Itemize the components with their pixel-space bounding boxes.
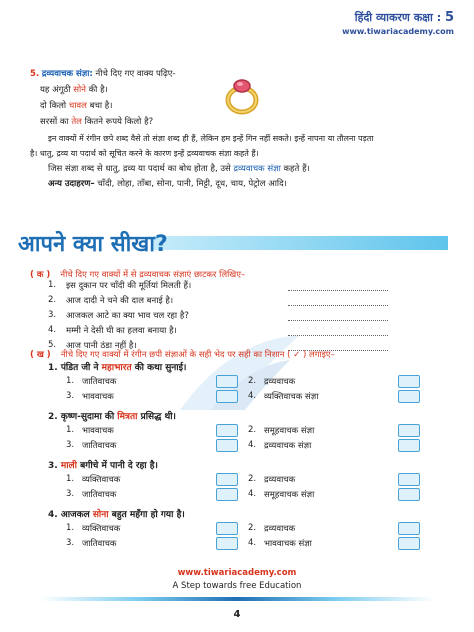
answer-checkbox[interactable] — [216, 473, 238, 486]
answer-checkbox[interactable] — [216, 390, 238, 403]
option-label: द्रव्यवाचक — [264, 524, 296, 534]
option-label: समूहवाचक संज्ञा — [264, 426, 315, 436]
option-label: द्रव्यवाचक — [264, 475, 296, 485]
subquestion-heading: 1. पंडित जी ने महाभारत की कथा सुनाई। — [48, 363, 187, 373]
option-number: 1. — [66, 474, 75, 484]
header-url: www.tiwariacademy.com — [342, 27, 454, 36]
option-label: भाववाचक संज्ञा — [264, 539, 312, 549]
question-ka-heading: ( क ) नीचे दिए गए वाक्यों में से द्रव्यवाचक संज्ञाएं छाटकर लिखिए– — [30, 270, 246, 280]
option-label: व्यक्तिवाचक — [82, 475, 121, 485]
answer-checkbox[interactable] — [398, 375, 420, 388]
section-banner — [8, 228, 448, 258]
subquestion-heading: 3. माली बगीचे में पानी दे रहा है। — [48, 461, 158, 471]
option-number: 4. — [248, 489, 257, 499]
item-number: 4. — [48, 325, 57, 335]
option-label: जातिवाचक — [82, 490, 117, 500]
definition: जिस संज्ञा शब्द से धातु, द्रव्य या पदार्थ का बोध होता है, उसे द्रव्यवाचक संज्ञा कहते हैं। — [48, 164, 310, 174]
answer-line[interactable] — [288, 305, 388, 306]
question-kha-heading: ( ख ) नीचे दिए गए वाक्यों में रंगीन छपी संज्ञाओं के सही भेद पर सही का निशान ( ✓ ) लगाइए– — [30, 350, 335, 360]
page-header — [342, 10, 454, 36]
answer-checkbox[interactable] — [398, 522, 420, 535]
answer-checkbox[interactable] — [216, 488, 238, 501]
option-number: 1. — [66, 376, 75, 386]
example-line-1: यह अंगूठी सोने की है। — [40, 85, 108, 95]
option-number: 4. — [248, 391, 257, 401]
option-number: 2. — [248, 523, 257, 533]
item-number: 2. — [48, 295, 57, 305]
ring-illustration — [222, 76, 262, 120]
option-number: 1. — [66, 425, 75, 435]
example-line-2: दो किलो चावल बचा है। — [40, 101, 113, 111]
answer-checkbox[interactable] — [398, 488, 420, 501]
option-label: समूहवाचक संज्ञा — [264, 490, 315, 500]
option-label: भाववाचक — [82, 392, 114, 402]
answer-checkbox[interactable] — [398, 439, 420, 452]
item-number: 1. — [48, 280, 57, 290]
answer-checkbox[interactable] — [398, 390, 420, 403]
other-examples: अन्य उदाहरण– चाँदी, लोहा, ताँबा, सोना, पानी, मिट्टी, दूध, चाय, पेट्रोल आदि। — [48, 179, 287, 189]
option-label: जातिवाचक — [82, 377, 117, 387]
footer-rule — [40, 597, 434, 601]
item-sentence: आजकल आटे का क्या भाव चल रहा है? — [66, 311, 189, 321]
page-number: 4 — [233, 609, 241, 620]
item-number: 5. — [48, 340, 57, 350]
option-label: जातिवाचक — [82, 539, 117, 549]
option-label: भाववाचक — [82, 426, 114, 436]
option-label: व्यक्तिवाचक — [82, 524, 121, 534]
answer-checkbox[interactable] — [216, 522, 238, 535]
paragraph-1: इन वाक्यों में रंगीन छपे शब्द वैसे तो संज्ञा शब्द ही हैं, लेकिन हम इन्हें गिन नहीं सकते। इन्हें नापना या तौलना पड़ता — [48, 134, 374, 143]
item-sentence: आज दादी ने चने की दाल बनाई है। — [66, 296, 174, 306]
option-label: द्रव्यवाचक — [264, 377, 296, 387]
answer-checkbox[interactable] — [216, 375, 238, 388]
subquestion-heading: 2. कृष्ण-सुदामा की मित्रता प्रसिद्ध थी। — [48, 412, 176, 422]
answer-checkbox[interactable] — [216, 439, 238, 452]
option-number: 3. — [66, 538, 75, 548]
item-sentence: मम्मी ने देसी घी का हलवा बनाया है। — [66, 326, 177, 336]
option-number: 2. — [248, 474, 257, 484]
option-number: 4. — [248, 538, 257, 548]
answer-checkbox[interactable] — [216, 424, 238, 437]
option-number: 3. — [66, 489, 75, 499]
option-number: 3. — [66, 440, 75, 450]
option-label: द्रव्यवाचक संज्ञा — [264, 441, 312, 451]
answer-line[interactable] — [288, 320, 388, 321]
example-line-3: सरसों का तेल कितने रूपये किलो है? — [40, 117, 154, 127]
answer-checkbox[interactable] — [398, 473, 420, 486]
answer-checkbox[interactable] — [216, 537, 238, 550]
answer-line[interactable] — [288, 290, 388, 291]
answer-checkbox[interactable] — [398, 424, 420, 437]
answer-checkbox[interactable] — [398, 537, 420, 550]
banner-bar — [153, 236, 448, 250]
item-sentence: आज पानी ठंडा नहीं है। — [66, 341, 137, 351]
footer-url: www.tiwariacademy.com — [177, 568, 297, 578]
book-title: हिंदी व्याकरण कक्षा : 5 — [354, 10, 454, 25]
option-number: 2. — [248, 425, 257, 435]
subquestion-heading: 4. आजकल सोना बहुत महँगा हो गया है। — [48, 510, 185, 520]
banner-title: आपने क्या सीखा? — [18, 232, 168, 257]
option-number: 2. — [248, 376, 257, 386]
option-label: व्यक्तिवाचक संज्ञा — [264, 392, 319, 402]
footer-tagline: A Step towards free Education — [172, 581, 302, 591]
option-number: 4. — [248, 440, 257, 450]
option-label: जातिवाचक — [82, 441, 117, 451]
option-number: 3. — [66, 391, 75, 401]
paragraph-1b: है। धातु, द्रव्य या पदार्थ को सूचित करने के कारण इन्हें द्रव्यवाचक संज्ञा कहते हैं। — [30, 149, 259, 158]
item-sentence: इस दुकान पर चाँदी की मूर्तियां मिलती हैं। — [66, 281, 192, 291]
option-number: 1. — [66, 523, 75, 533]
item-number: 3. — [48, 310, 57, 320]
section5-heading: 5. द्रव्यवाचक संज्ञा: नीचे दिए गए वाक्य पढ़िए- — [30, 69, 176, 79]
